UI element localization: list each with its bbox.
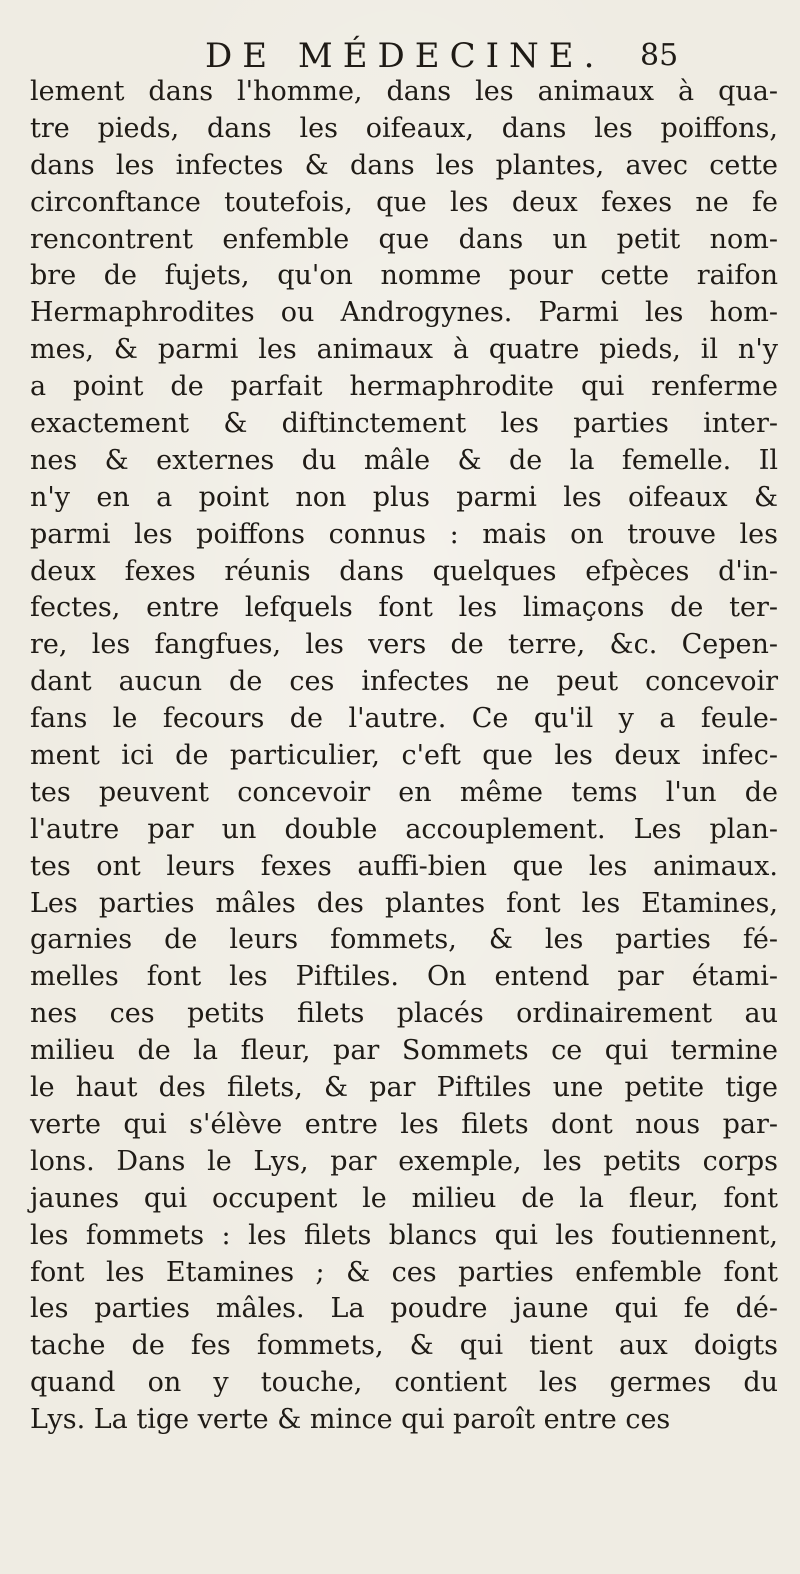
text-line: n'y en a point non plus parmi les oifeaux & [30,481,778,513]
text-line: garnies de leurs fommets, & les parties fé- [30,924,778,956]
text-line: les fommets : les filets blancs qui les foutiennent, [30,1219,778,1251]
text-line: re, les fangfues, les vers de terre, &c. Cepen- [30,629,778,661]
text-line: font les Etamines ; & ces parties enfemble font [30,1256,778,1288]
text-line: Lys. La tige verte & mince qui paroît entre ces [30,1404,671,1436]
page-number: 85 [640,38,679,73]
text-line: dant aucun de ces infectes ne peut concevoir [30,666,778,698]
text-line: fans le fecours de l'autre. Ce qu'il y a feule- [30,703,778,735]
text-line: mes, & parmi les animaux à quatre pieds, il n'y [30,334,778,366]
text-line: tes ont leurs fexes auffi-bien que les animaux. [30,850,778,882]
text-line: tes peuvent concevoir en même tems l'un de [30,776,778,808]
text-line: tache de fes fommets, & qui tient aux doigts [30,1330,778,1362]
text-line: les parties mâles. La poudre jaune qui fe dé- [30,1293,778,1325]
text-line: a point de parfait hermaphrodite qui renferme [30,371,778,403]
text-line: lement dans l'homme, dans les animaux à qua- [30,76,778,107]
text-line: l'autre par un double accouplement. Les plan- [30,813,778,845]
text-line: Les parties mâles des plantes font les Etamines, [30,887,778,919]
text-line: ment ici de particulier, c'eft que les deux infec- [30,740,778,772]
text-line: circonftance toutefois, que les deux fexes ne fe [30,186,778,218]
text-line: verte qui s'élève entre les filets dont nous par- [30,1108,778,1140]
text-line: deux fexes réunis dans quelques efpèces d'in- [30,555,778,587]
text-line: rencontrent enfemble que dans un petit nom- [30,223,778,255]
text-line: quand on y touche, contient les germes du [30,1367,778,1399]
text-line: le haut des filets, & par Piftiles une petite tige [30,1072,778,1104]
text-line: exactement & diftinctement les parties inter- [30,408,778,440]
text-line: tre pieds, dans les oifeaux, dans les poiffons, [30,112,778,144]
text-line: melles font les Piftiles. On entend par étami- [30,961,778,993]
text-line: Hermaphrodites ou Androgynes. Parmi les hom- [30,297,778,329]
text-line: milieu de la fleur, par Sommets ce qui termine [30,1035,778,1067]
text-line: fectes, entre lefquels font les limaçons de ter- [30,592,778,624]
text-line: parmi les poiffons connus : mais on trouve les [30,518,778,550]
text-line: jaunes qui occupent le milieu de la fleur, font [30,1182,778,1214]
text-line: dans les infectes & dans les plantes, avec cette [30,149,778,181]
body-text [30,74,778,1439]
text-line: bre de fujets, qu'on nomme pour cette raifon [30,260,778,292]
text-line: nes ces petits filets placés ordinairement au [30,998,778,1030]
text-line: nes & externes du mâle & de la femelle. Il [30,444,778,476]
text-line: lons. Dans le Lys, par exemple, les petits corps [30,1145,778,1177]
running-head: DE MÉDECINE. [205,36,605,76]
